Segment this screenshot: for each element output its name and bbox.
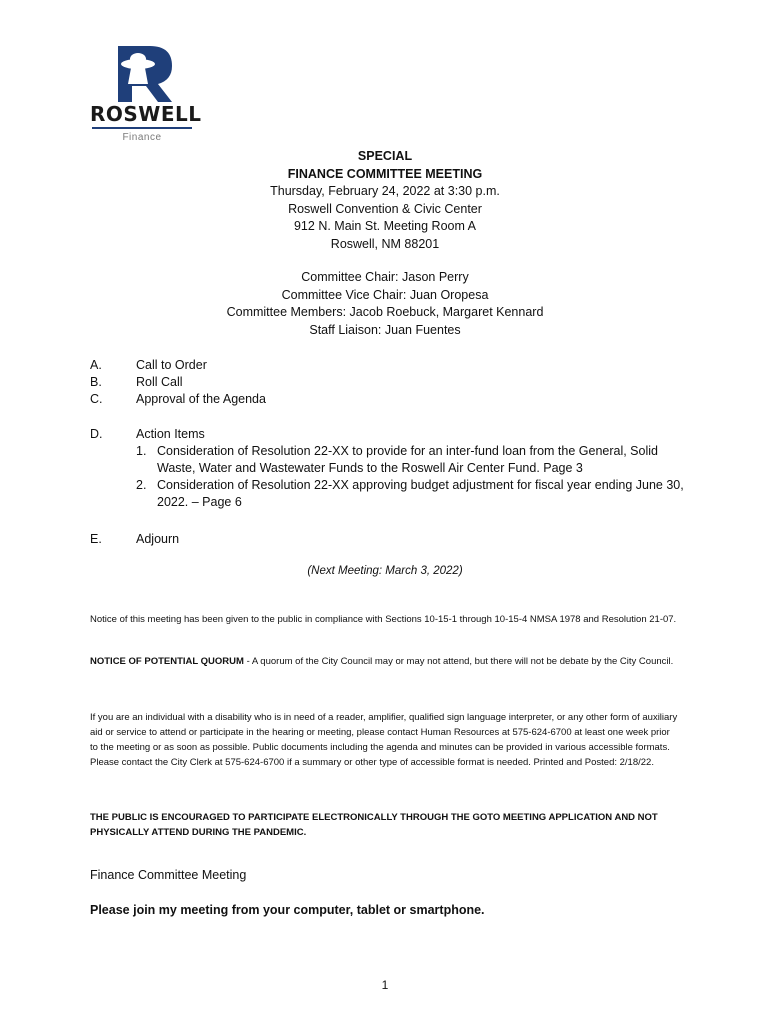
header-date-time: Thursday, February 24, 2022 at 3:30 p.m.: [270, 184, 500, 198]
agenda-letter: D.: [90, 427, 103, 441]
public-notice: Notice of this meeting has been given to the public in compliance with Sections 10-15-1 through 10-15-4 NMSA 1978 and Resolution 21-07.: [90, 614, 677, 625]
agenda-text: Call to Order: [136, 358, 207, 372]
header-city: Roswell, NM 88201: [330, 236, 440, 251]
committee-members: Committee Members: Jacob Roebuck, Margaret Kennard: [226, 305, 544, 319]
sub-item-number: 2.: [136, 478, 147, 492]
sub-item-text: Consideration of Resolution 22-XX to provide for an inter-fund loan from the General, Solid Waste, Water and Wastewater Funds to the Roswell Air Center Fund. Page 3: [157, 444, 658, 475]
agenda-item: [90, 357, 690, 374]
join-meeting-text: Please join my meeting from your computer, tablet or smartphone.: [90, 903, 485, 917]
agenda-text: Approval of the Agenda: [136, 392, 266, 406]
next-meeting: (Next Meeting: March 3, 2022): [307, 565, 463, 577]
agenda-list: [90, 357, 690, 408]
agenda-action-items: [90, 426, 690, 511]
logo-subtitle: Finance: [122, 132, 162, 143]
logo-underline: [92, 127, 192, 129]
action-sub-list: [136, 443, 690, 511]
agenda-letter: B.: [90, 375, 102, 389]
committee-chair: Committee Chair: Jason Perry: [301, 270, 469, 284]
sub-item-number: 1.: [136, 444, 147, 458]
quorum-text: - A quorum of the City Council may or may not attend, but there will not be debate by the City Council.: [243, 656, 674, 667]
header-address: 912 N. Main St. Meeting Room A: [293, 219, 477, 233]
agenda-text: Roll Call: [136, 375, 183, 389]
logo-wordmark: ROSWELL: [90, 102, 202, 126]
header-title: FINANCE COMMITTEE MEETING: [287, 166, 483, 181]
page-number: 1: [381, 978, 389, 992]
finance-meeting-title: Finance Committee Meeting: [90, 868, 247, 882]
action-sub-item: [136, 443, 690, 477]
agenda-letter: A.: [90, 358, 102, 372]
agenda-item: [90, 374, 690, 391]
agenda-item: [90, 391, 690, 408]
agenda-item: [90, 531, 690, 548]
agenda-item: [90, 426, 690, 511]
header-special: SPECIAL: [357, 149, 413, 163]
action-items-title: Action Items: [136, 427, 205, 441]
agenda-adjourn: [90, 531, 690, 548]
disability-notice: If you are an individual with a disability who is in need of a reader, amplifier, qualified sign language interpreter, or any other form of auxiliary aid or service to attend or participate in the hearing or meeting, please contact Human Resources at 575-624-6700 at least one week prior to the meeting or as soon as possible. Public documents including the agenda and minutes can be provided in various accessible formats. Please contact the City Clerk at 575-624-6700 if a summary or other type of accessible format is needed. Printed and Posted: 2/18/22.: [90, 712, 678, 768]
sub-item-text: Consideration of Resolution 22-XX approving budget adjustment for fiscal year ending June 30, 2022. – Page 6: [157, 478, 684, 509]
meeting-header: [100, 148, 670, 253]
roswell-logo: [88, 44, 202, 146]
agenda-letter: C.: [90, 392, 103, 406]
committee-vice-chair: Committee Vice Chair: Juan Oropesa: [281, 287, 489, 302]
staff-liaison: Staff Liaison: Juan Fuentes: [309, 322, 461, 337]
agenda-text: Adjourn: [136, 532, 180, 546]
quorum-label: NOTICE OF POTENTIAL QUORUM: [90, 656, 244, 667]
roswell-r-icon: [88, 44, 196, 104]
committee-block: [100, 269, 670, 339]
electronic-participation-notice: THE PUBLIC IS ENCOURAGED TO PARTICIPATE ELECTRONICALLY THROUGH THE GOTO MEETING APPLICATION AND NOT PHYSICALLY ATTEND DURING THE PANDEMIC.: [90, 812, 658, 838]
action-sub-item: [136, 477, 690, 511]
quorum-notice: [90, 654, 680, 669]
header-venue: Roswell Convention & Civic Center: [288, 201, 482, 216]
agenda-letter: E.: [90, 532, 102, 546]
